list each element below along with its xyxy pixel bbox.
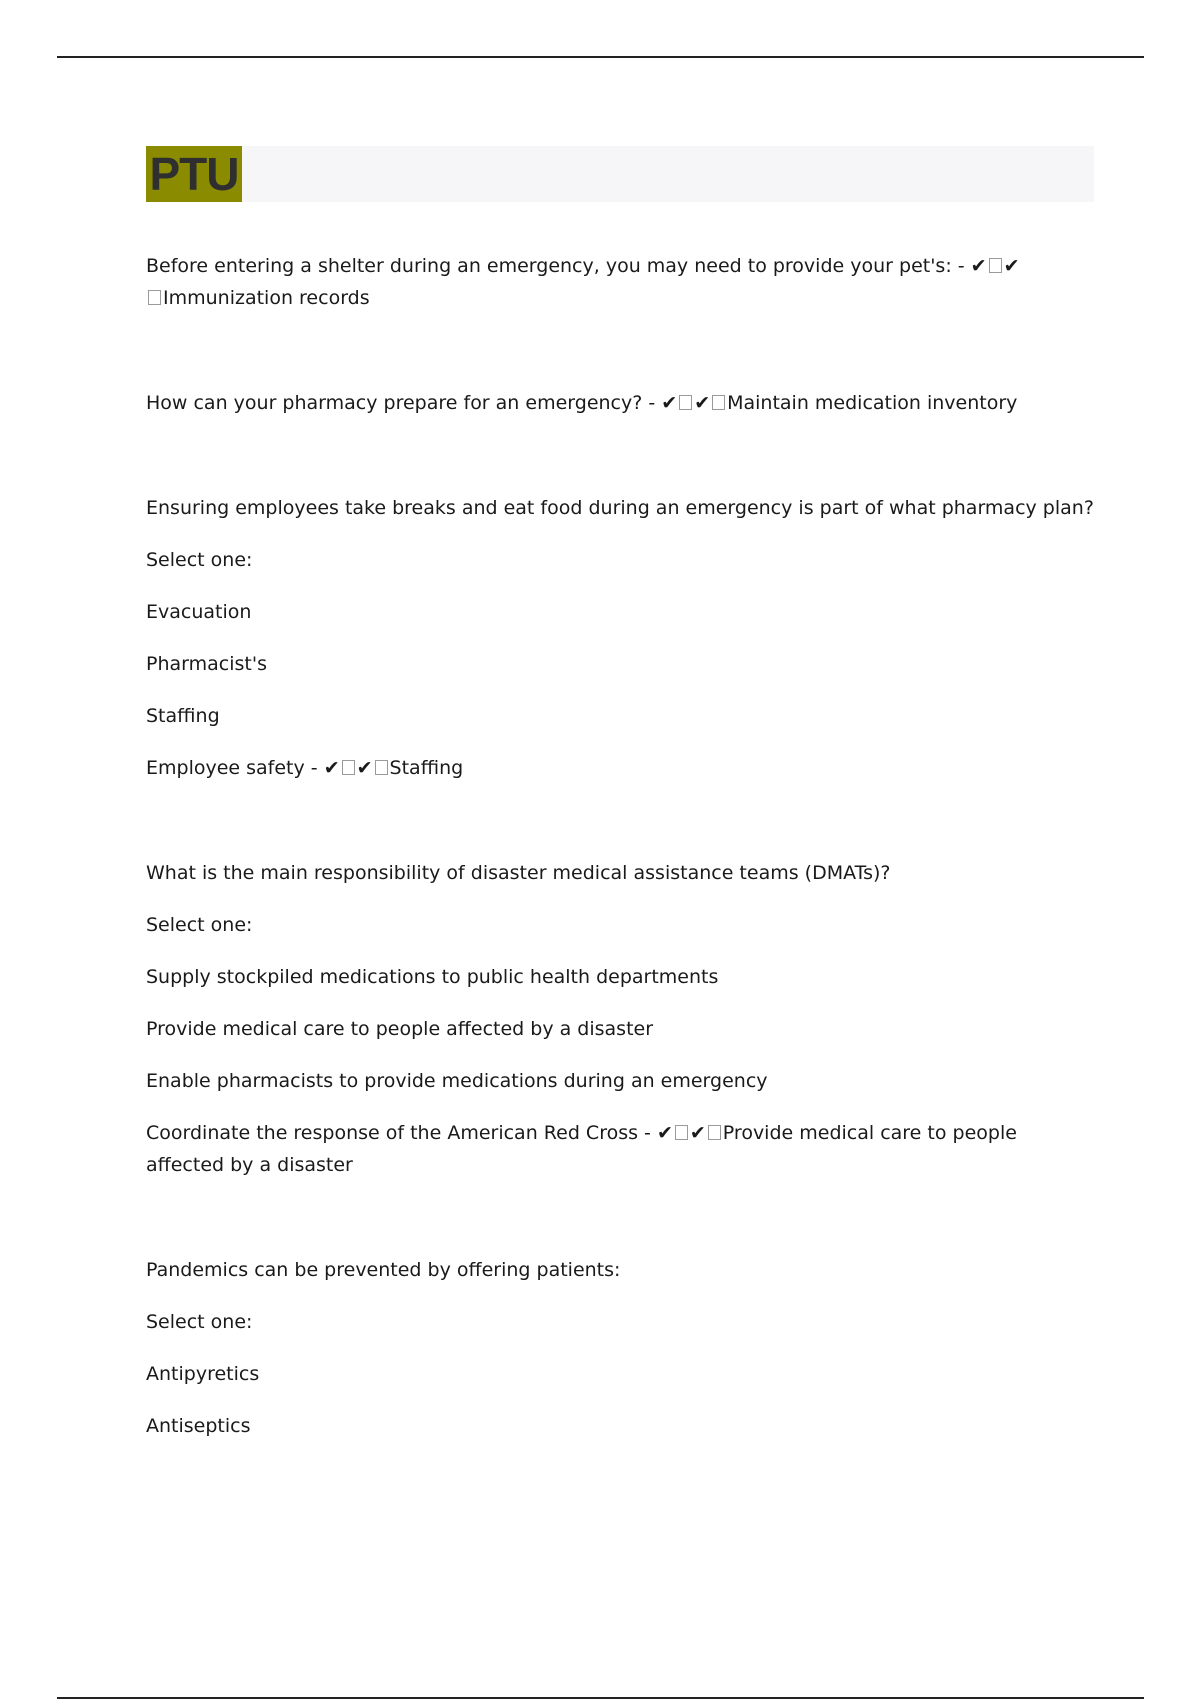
question-text: Before entering a shelter during an emergency, you may need to provide your pet's: (146, 255, 952, 277)
answer-text: Immunization records (163, 287, 370, 309)
document-body (146, 146, 1094, 1515)
top-rule (57, 56, 1144, 58)
option-text: Coordinate the response of the American Red Cross (146, 1122, 639, 1144)
qa-item-3 (146, 492, 1094, 784)
box-glyph-icon (708, 1125, 721, 1140)
box-glyph-icon (675, 1125, 688, 1140)
option-text: Antipyretics (146, 1363, 260, 1385)
check-icon: ✔ (661, 392, 678, 414)
box-glyph-icon (342, 760, 355, 775)
option-text: Staffing (146, 705, 220, 727)
option-text: Enable pharmacists to provide medications during an emergency (146, 1070, 768, 1092)
box-glyph-icon (989, 258, 1002, 273)
title-highlight (146, 146, 242, 202)
bottom-rule (57, 1697, 1144, 1699)
question-with-answer: How can your pharmacy prepare for an emergency? - ✔ ✔ Maintain medication inventory (146, 392, 1018, 414)
option-text: Supply stockpiled medications to public health departments (146, 966, 719, 988)
check-icon: ✔ (694, 392, 711, 414)
check-icon: ✔ (323, 757, 340, 779)
box-glyph-icon (148, 290, 161, 305)
option-text: Employee safety (146, 757, 305, 779)
option-text: Evacuation (146, 601, 252, 623)
answer-text: Staffing (389, 757, 464, 779)
option-text: Antiseptics (146, 1415, 251, 1437)
check-icon: ✔ (356, 757, 373, 779)
question-text: What is the main responsibility of disaster medical assistance teams (DMATs)? (146, 862, 891, 884)
check-icon: ✔ (689, 1122, 706, 1144)
qa-item-1 (146, 250, 1094, 314)
question-with-answer: Before entering a shelter during an emergency, you may need to provide your pet's: - ✔ ✔ Immunization records (146, 255, 1020, 309)
qa-item-2 (146, 387, 1094, 419)
answer-text: Provide medical care to people affected by a disaster (146, 1122, 1017, 1176)
question-text: Ensuring employees take breaks and eat food during an emergency is part of what pharmacy plan? (146, 497, 1094, 519)
title-band (146, 146, 1094, 202)
check-icon: ✔ (970, 255, 987, 277)
box-glyph-icon (679, 395, 692, 410)
last-option-with-answer: Employee safety - ✔ ✔ Staffing (146, 757, 464, 779)
select-prompt: Select one: (146, 549, 253, 571)
qa-item-5 (146, 1254, 1094, 1442)
check-icon: ✔ (656, 1122, 673, 1144)
qa-item-4 (146, 857, 1094, 1181)
select-prompt: Select one: (146, 1311, 253, 1333)
option-text: Provide medical care to people affected by a disaster (146, 1018, 654, 1040)
question-text: How can your pharmacy prepare for an emergency? (146, 392, 643, 414)
option-text: Pharmacist's (146, 653, 267, 675)
last-option-with-answer: Coordinate the response of the American Red Cross - ✔ ✔ Provide medical care to people affected by a disaster (146, 1122, 1017, 1176)
select-prompt: Select one: (146, 914, 253, 936)
answer-text: Maintain medication inventory (727, 392, 1018, 414)
check-icon: ✔ (1003, 255, 1020, 277)
question-text: Pandemics can be prevented by offering patients: (146, 1259, 621, 1281)
box-glyph-icon (375, 760, 388, 775)
box-glyph-icon (712, 395, 725, 410)
page-title: PTU (149, 148, 239, 200)
